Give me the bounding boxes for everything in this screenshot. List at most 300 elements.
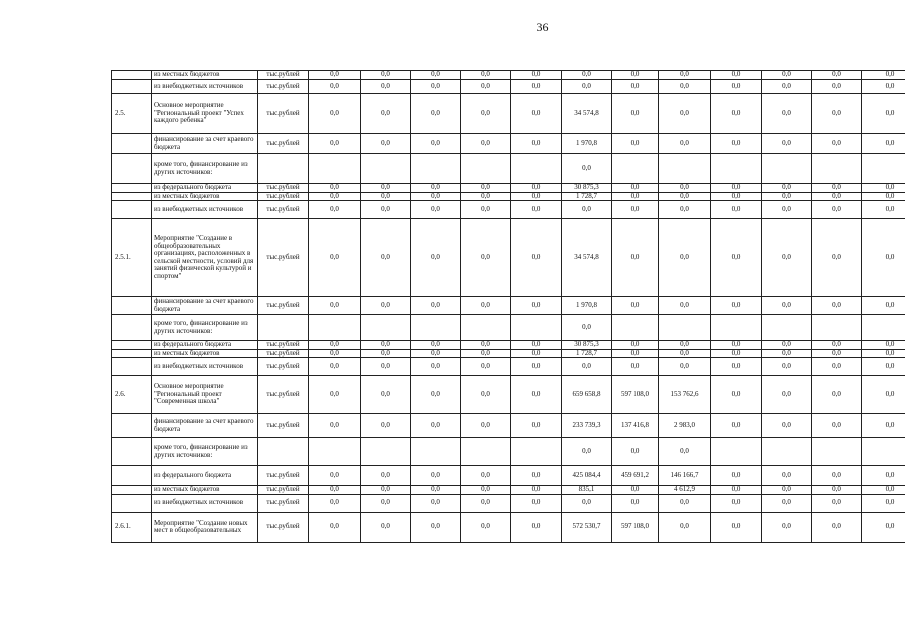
value-cell: 0,0 <box>762 184 812 193</box>
value-cell: 0,0 <box>309 134 361 154</box>
value-cell <box>762 315 812 341</box>
value-cell: 0,0 <box>612 297 659 315</box>
value-cell: 0,0 <box>812 219 862 297</box>
value-cell: 0,0 <box>659 80 711 94</box>
value-cell: 0,0 <box>461 297 511 315</box>
value-cell: 0,0 <box>411 494 461 512</box>
value-cell: 0,0 <box>812 134 862 154</box>
value-cell: 0,0 <box>862 219 905 297</box>
value-cell: 0,0 <box>862 201 905 219</box>
row-number-cell <box>112 358 152 376</box>
value-cell: 137 416,8 <box>612 414 659 438</box>
unit-cell: тыс.рублей <box>258 414 309 438</box>
value-cell: 0,0 <box>812 486 862 495</box>
value-cell: 0,0 <box>812 494 862 512</box>
value-cell: 0,0 <box>361 512 411 542</box>
value-cell: 0,0 <box>711 494 762 512</box>
value-cell: 0,0 <box>461 94 511 134</box>
value-cell: 0,0 <box>812 192 862 201</box>
value-cell: 0,0 <box>862 94 905 134</box>
value-cell: 0,0 <box>361 184 411 193</box>
value-cell: 0,0 <box>511 71 562 80</box>
value-cell: 0,0 <box>309 341 361 350</box>
value-cell: 0,0 <box>659 134 711 154</box>
row-number-cell <box>112 414 152 438</box>
value-cell: 1 970,8 <box>562 134 612 154</box>
value-cell: 0,0 <box>309 71 361 80</box>
value-cell: 0,0 <box>309 512 361 542</box>
value-cell <box>612 154 659 184</box>
row-number-cell <box>112 201 152 219</box>
row-name-cell: из внебюджетных источников <box>152 494 258 512</box>
value-cell: 0,0 <box>361 134 411 154</box>
value-cell: 0,0 <box>711 466 762 486</box>
value-cell: 425 084,4 <box>562 466 612 486</box>
value-cell: 0,0 <box>461 184 511 193</box>
value-cell: 0,0 <box>862 414 905 438</box>
value-cell <box>612 315 659 341</box>
value-cell: 0,0 <box>361 494 411 512</box>
value-cell: 0,0 <box>461 349 511 358</box>
value-cell: 0,0 <box>659 71 711 80</box>
value-cell: 0,0 <box>711 297 762 315</box>
value-cell: 0,0 <box>511 494 562 512</box>
value-cell: 0,0 <box>711 358 762 376</box>
row-name-cell: из федерального бюджета <box>152 184 258 193</box>
value-cell: 0,0 <box>762 358 812 376</box>
value-cell: 0,0 <box>659 297 711 315</box>
value-cell: 0,0 <box>411 297 461 315</box>
value-cell: 0,0 <box>309 376 361 414</box>
row-number-cell <box>112 80 152 94</box>
value-cell: 0,0 <box>411 376 461 414</box>
table-row <box>112 358 905 376</box>
value-cell: 0,0 <box>862 134 905 154</box>
value-cell: 0,0 <box>812 512 862 542</box>
row-number-cell <box>112 466 152 486</box>
value-cell: 0,0 <box>562 71 612 80</box>
value-cell <box>812 438 862 466</box>
value-cell <box>659 154 711 184</box>
unit-cell: тыс.рублей <box>258 71 309 80</box>
value-cell: 0,0 <box>659 494 711 512</box>
table-row <box>112 94 905 134</box>
value-cell: 0,0 <box>659 219 711 297</box>
value-cell: 0,0 <box>762 192 812 201</box>
row-name-cell: из местных бюджетов <box>152 486 258 495</box>
value-cell: 0,0 <box>812 349 862 358</box>
value-cell: 0,0 <box>562 154 612 184</box>
value-cell <box>309 154 361 184</box>
budget-table <box>111 70 905 543</box>
value-cell <box>461 438 511 466</box>
value-cell <box>762 154 812 184</box>
table-row <box>112 201 905 219</box>
row-name-cell: из федерального бюджета <box>152 341 258 350</box>
unit-cell: тыс.рублей <box>258 94 309 134</box>
value-cell: 0,0 <box>711 80 762 94</box>
value-cell: 0,0 <box>511 192 562 201</box>
value-cell: 0,0 <box>361 201 411 219</box>
value-cell: 0,0 <box>411 349 461 358</box>
value-cell <box>762 438 812 466</box>
value-cell: 0,0 <box>612 71 659 80</box>
value-cell: 0,0 <box>862 71 905 80</box>
value-cell: 0,0 <box>411 486 461 495</box>
row-number-cell <box>112 134 152 154</box>
value-cell: 0,0 <box>862 358 905 376</box>
value-cell: 0,0 <box>411 414 461 438</box>
value-cell: 0,0 <box>612 201 659 219</box>
value-cell: 233 739,3 <box>562 414 612 438</box>
unit-cell: тыс.рублей <box>258 494 309 512</box>
value-cell: 0,0 <box>511 80 562 94</box>
value-cell: 0,0 <box>309 184 361 193</box>
value-cell: 0,0 <box>562 201 612 219</box>
value-cell: 0,0 <box>812 201 862 219</box>
table-row <box>112 376 905 414</box>
row-name-cell: Основное мероприятие "Региональный проект "Современная школа" <box>152 376 258 414</box>
value-cell: 0,0 <box>562 80 612 94</box>
row-name-cell: из местных бюджетов <box>152 349 258 358</box>
value-cell <box>711 154 762 184</box>
unit-cell <box>258 438 309 466</box>
value-cell: 0,0 <box>511 486 562 495</box>
row-name-cell: финансирование за счет краевого бюджета <box>152 414 258 438</box>
value-cell: 0,0 <box>862 349 905 358</box>
row-number-cell <box>112 184 152 193</box>
value-cell: 0,0 <box>361 94 411 134</box>
value-cell: 0,0 <box>411 466 461 486</box>
unit-cell: тыс.рублей <box>258 80 309 94</box>
unit-cell: тыс.рублей <box>258 349 309 358</box>
value-cell: 0,0 <box>711 71 762 80</box>
value-cell: 0,0 <box>862 466 905 486</box>
unit-cell: тыс.рублей <box>258 297 309 315</box>
value-cell <box>862 154 905 184</box>
table-row <box>112 341 905 350</box>
value-cell: 0,0 <box>511 349 562 358</box>
value-cell: 0,0 <box>711 486 762 495</box>
value-cell: 34 574,8 <box>562 219 612 297</box>
value-cell: 0,0 <box>411 201 461 219</box>
value-cell: 0,0 <box>762 486 812 495</box>
row-name-cell: финансирование за счет краевого бюджета <box>152 297 258 315</box>
table-row <box>112 512 905 542</box>
value-cell <box>511 154 562 184</box>
value-cell: 4 612,9 <box>659 486 711 495</box>
value-cell: 835,1 <box>562 486 612 495</box>
row-number-cell: 2.5. <box>112 94 152 134</box>
table-row <box>112 414 905 438</box>
value-cell <box>361 438 411 466</box>
value-cell: 0,0 <box>411 94 461 134</box>
value-cell: 0,0 <box>762 414 812 438</box>
value-cell: 0,0 <box>862 512 905 542</box>
value-cell: 0,0 <box>812 341 862 350</box>
value-cell: 0,0 <box>361 349 411 358</box>
value-cell: 0,0 <box>812 184 862 193</box>
value-cell: 0,0 <box>711 134 762 154</box>
unit-cell: тыс.рублей <box>258 184 309 193</box>
table-row <box>112 438 905 466</box>
value-cell: 572 530,7 <box>562 512 612 542</box>
value-cell: 0,0 <box>812 80 862 94</box>
value-cell: 0,0 <box>461 80 511 94</box>
value-cell: 0,0 <box>762 94 812 134</box>
value-cell: 0,0 <box>711 349 762 358</box>
value-cell <box>511 315 562 341</box>
unit-cell: тыс.рублей <box>258 219 309 297</box>
value-cell: 0,0 <box>659 349 711 358</box>
value-cell: 0,0 <box>309 414 361 438</box>
value-cell: 0,0 <box>612 358 659 376</box>
value-cell: 0,0 <box>711 512 762 542</box>
table-row <box>112 494 905 512</box>
value-cell: 0,0 <box>812 376 862 414</box>
value-cell: 0,0 <box>411 71 461 80</box>
value-cell: 0,0 <box>411 341 461 350</box>
table-row <box>112 315 905 341</box>
unit-cell: тыс.рублей <box>258 201 309 219</box>
value-cell: 0,0 <box>762 349 812 358</box>
value-cell: 0,0 <box>612 219 659 297</box>
value-cell: 0,0 <box>309 94 361 134</box>
table-row <box>112 71 905 80</box>
value-cell: 0,0 <box>862 192 905 201</box>
value-cell: 0,0 <box>762 80 812 94</box>
value-cell: 0,0 <box>411 184 461 193</box>
row-number-cell: 2.5.1. <box>112 219 152 297</box>
value-cell <box>309 315 361 341</box>
row-number-cell <box>112 315 152 341</box>
value-cell: 459 691,2 <box>612 466 659 486</box>
value-cell: 0,0 <box>511 376 562 414</box>
row-number-cell <box>112 486 152 495</box>
value-cell: 0,0 <box>411 192 461 201</box>
value-cell: 0,0 <box>762 134 812 154</box>
value-cell: 0,0 <box>612 486 659 495</box>
unit-cell: тыс.рублей <box>258 192 309 201</box>
value-cell: 0,0 <box>612 349 659 358</box>
value-cell: 0,0 <box>361 341 411 350</box>
value-cell: 597 108,0 <box>612 512 659 542</box>
value-cell: 0,0 <box>812 414 862 438</box>
value-cell: 30 875,3 <box>562 341 612 350</box>
value-cell: 0,0 <box>711 94 762 134</box>
table-row <box>112 466 905 486</box>
value-cell: 0,0 <box>309 466 361 486</box>
table-row <box>112 184 905 193</box>
value-cell: 0,0 <box>862 494 905 512</box>
row-number-cell <box>112 154 152 184</box>
row-name-cell: кроме того, финансирование из других источников: <box>152 154 258 184</box>
value-cell: 0,0 <box>562 494 612 512</box>
value-cell: 0,0 <box>812 297 862 315</box>
value-cell <box>309 438 361 466</box>
unit-cell: тыс.рублей <box>258 486 309 495</box>
value-cell: 0,0 <box>309 80 361 94</box>
row-number-cell <box>112 349 152 358</box>
table-row <box>112 134 905 154</box>
value-cell: 0,0 <box>612 134 659 154</box>
value-cell: 0,0 <box>309 297 361 315</box>
value-cell: 0,0 <box>562 358 612 376</box>
value-cell: 0,0 <box>862 376 905 414</box>
row-name-cell: финансирование за счет краевого бюджета <box>152 134 258 154</box>
value-cell: 0,0 <box>762 512 812 542</box>
value-cell: 0,0 <box>711 184 762 193</box>
value-cell <box>411 438 461 466</box>
row-name-cell: из федерального бюджета <box>152 466 258 486</box>
row-number-cell <box>112 192 152 201</box>
value-cell: 0,0 <box>461 358 511 376</box>
value-cell: 0,0 <box>461 414 511 438</box>
value-cell: 0,0 <box>461 341 511 350</box>
table-row <box>112 154 905 184</box>
value-cell: 0,0 <box>812 94 862 134</box>
row-name-cell: из внебюджетных источников <box>152 80 258 94</box>
value-cell: 0,0 <box>612 192 659 201</box>
value-cell: 0,0 <box>361 376 411 414</box>
table-row <box>112 486 905 495</box>
value-cell: 0,0 <box>762 466 812 486</box>
value-cell: 0,0 <box>361 71 411 80</box>
value-cell: 0,0 <box>862 297 905 315</box>
value-cell: 0,0 <box>461 134 511 154</box>
value-cell: 0,0 <box>762 494 812 512</box>
value-cell: 0,0 <box>659 512 711 542</box>
value-cell: 0,0 <box>612 94 659 134</box>
page-number: 36 <box>536 20 549 34</box>
value-cell <box>862 315 905 341</box>
unit-cell: тыс.рублей <box>258 466 309 486</box>
value-cell: 0,0 <box>711 376 762 414</box>
value-cell: 0,0 <box>461 466 511 486</box>
value-cell: 0,0 <box>309 201 361 219</box>
value-cell: 0,0 <box>361 358 411 376</box>
row-name-cell: Мероприятие "Создание новых мест в общеобразовательных <box>152 512 258 542</box>
value-cell: 0,0 <box>361 297 411 315</box>
value-cell: 0,0 <box>361 466 411 486</box>
table-row <box>112 349 905 358</box>
value-cell: 0,0 <box>659 341 711 350</box>
value-cell: 0,0 <box>862 80 905 94</box>
value-cell: 0,0 <box>511 201 562 219</box>
value-cell: 1 728,7 <box>562 349 612 358</box>
value-cell: 0,0 <box>461 494 511 512</box>
row-name-cell: из внебюджетных источников <box>152 358 258 376</box>
row-name-cell: Основное мероприятие "Региональный проект "Успех каждого ребенка" <box>152 94 258 134</box>
value-cell: 153 762,6 <box>659 376 711 414</box>
value-cell: 0,0 <box>612 341 659 350</box>
value-cell <box>862 438 905 466</box>
row-name-cell: из местных бюджетов <box>152 71 258 80</box>
value-cell <box>812 315 862 341</box>
value-cell: 0,0 <box>711 201 762 219</box>
value-cell <box>411 154 461 184</box>
value-cell: 0,0 <box>461 192 511 201</box>
value-cell: 0,0 <box>762 201 812 219</box>
row-number-cell <box>112 297 152 315</box>
unit-cell: тыс.рублей <box>258 358 309 376</box>
value-cell: 1 728,7 <box>562 192 612 201</box>
value-cell: 1 970,8 <box>562 297 612 315</box>
value-cell: 0,0 <box>862 341 905 350</box>
value-cell <box>511 438 562 466</box>
value-cell: 0,0 <box>511 358 562 376</box>
row-number-cell <box>112 438 152 466</box>
value-cell: 0,0 <box>309 219 361 297</box>
value-cell: 0,0 <box>612 184 659 193</box>
value-cell: 0,0 <box>461 486 511 495</box>
value-cell: 0,0 <box>711 192 762 201</box>
value-cell: 0,0 <box>309 358 361 376</box>
value-cell <box>411 315 461 341</box>
value-cell: 34 574,8 <box>562 94 612 134</box>
value-cell: 0,0 <box>309 494 361 512</box>
value-cell <box>711 315 762 341</box>
value-cell: 659 658,8 <box>562 376 612 414</box>
value-cell: 0,0 <box>659 201 711 219</box>
value-cell: 0,0 <box>612 80 659 94</box>
row-number-cell <box>112 494 152 512</box>
value-cell: 0,0 <box>762 341 812 350</box>
value-cell: 0,0 <box>411 80 461 94</box>
value-cell: 0,0 <box>762 219 812 297</box>
value-cell: 0,0 <box>659 94 711 134</box>
row-name-cell: из внебюджетных источников <box>152 201 258 219</box>
unit-cell <box>258 154 309 184</box>
value-cell: 0,0 <box>762 297 812 315</box>
value-cell: 0,0 <box>411 512 461 542</box>
unit-cell: тыс.рублей <box>258 134 309 154</box>
value-cell: 0,0 <box>562 438 612 466</box>
value-cell: 0,0 <box>511 512 562 542</box>
value-cell: 0,0 <box>812 358 862 376</box>
value-cell: 0,0 <box>511 341 562 350</box>
value-cell: 0,0 <box>862 184 905 193</box>
row-name-cell: кроме того, финансирование из других источников: <box>152 438 258 466</box>
unit-cell: тыс.рублей <box>258 512 309 542</box>
value-cell: 0,0 <box>762 71 812 80</box>
value-cell: 2 983,0 <box>659 414 711 438</box>
row-number-cell: 2.6. <box>112 376 152 414</box>
row-name-cell: из местных бюджетов <box>152 192 258 201</box>
value-cell: 0,0 <box>711 414 762 438</box>
value-cell: 0,0 <box>659 438 711 466</box>
value-cell: 0,0 <box>461 201 511 219</box>
value-cell <box>711 438 762 466</box>
value-cell: 0,0 <box>309 349 361 358</box>
value-cell: 0,0 <box>461 376 511 414</box>
unit-cell <box>258 315 309 341</box>
value-cell: 0,0 <box>511 134 562 154</box>
value-cell: 0,0 <box>361 414 411 438</box>
unit-cell: тыс.рублей <box>258 341 309 350</box>
value-cell: 0,0 <box>461 71 511 80</box>
value-cell <box>361 315 411 341</box>
value-cell: 0,0 <box>659 358 711 376</box>
table-row <box>112 219 905 297</box>
value-cell: 0,0 <box>711 219 762 297</box>
table-row <box>112 192 905 201</box>
value-cell <box>361 154 411 184</box>
value-cell <box>659 315 711 341</box>
value-cell: 0,0 <box>612 494 659 512</box>
value-cell: 0,0 <box>361 80 411 94</box>
row-number-cell <box>112 71 152 80</box>
